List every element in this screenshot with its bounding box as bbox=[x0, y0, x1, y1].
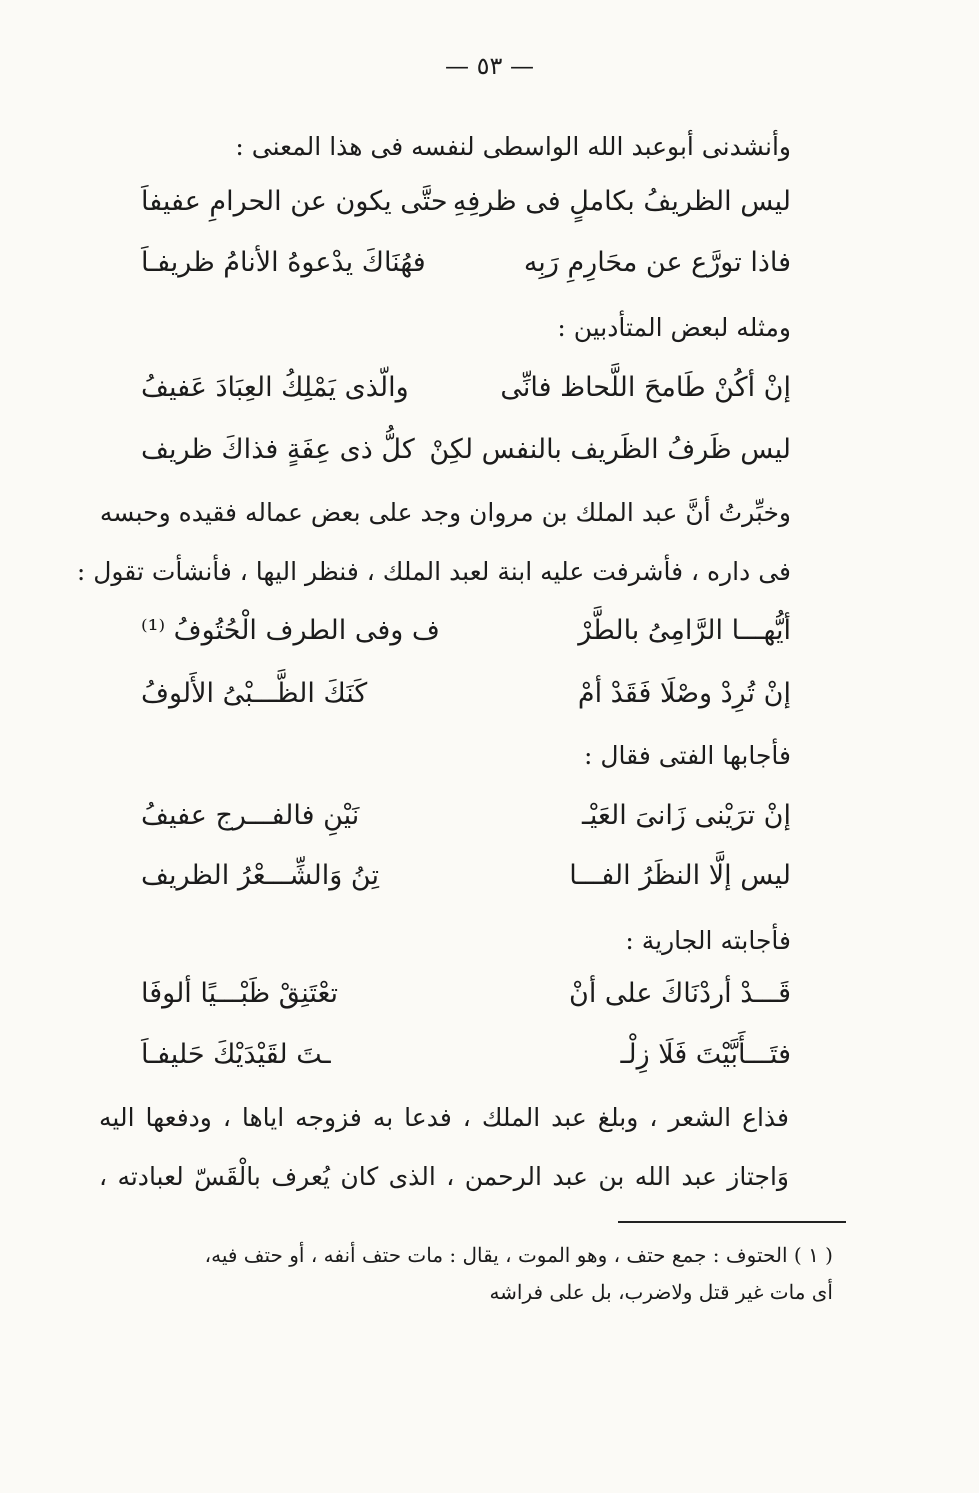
verse-second-hemistich: كلُّ ذى عِفَةٍ فذاكَ ظريف bbox=[141, 434, 415, 465]
verse-first-hemistich: أيُّهـــا الرَّامِىُ بالطَّرْ bbox=[578, 615, 791, 646]
verse-first-hemistich: ليس ظَرفُ الظَريف بالنفس لكِنْ bbox=[429, 434, 791, 465]
footnote-line: ( ١ ) الحتوف : جمع حتف ، وهو الموت ، يقال : مات حتف أنفه ، أو حتف فيه، bbox=[204, 1243, 833, 1267]
verse-first-hemistich: قَـــدْ أردْنَاكَ على أنْ bbox=[569, 978, 791, 1009]
page-number: — ٥٣ — bbox=[444, 52, 535, 80]
verse-row bbox=[141, 678, 791, 726]
verse-first-hemistich: ليس الظريفُ بكاملٍ فى ظرفِهِ bbox=[452, 186, 791, 217]
prose-line: فأجابته الجارية : bbox=[625, 926, 791, 955]
verse-first-hemistich: إنْ تُرِدْ وصْلَا فَقَدْ أمْ bbox=[577, 678, 791, 709]
verse-second-hemistich: حتَّى يكون عن الحرامِ عفيفاَ bbox=[141, 186, 448, 217]
prose-line: فأجابها الفتى فقال : bbox=[584, 741, 791, 770]
verse-second-hemistich: ـتَ لقَيْدَيْكَ حَليفـاَ bbox=[141, 1039, 331, 1070]
verse-second-hemistich: تِنُ وَالشِّـــعْرُ الظريف bbox=[141, 860, 379, 891]
prose-line: وأنشدنى أبوعبد الله الواسطى لنفسه فى هذا المعنى : bbox=[235, 132, 791, 161]
prose-line: فذاع الشعر ، وبلغ عبد الملك ، فدعا به فزوجه اياها ، ودفعها اليه bbox=[99, 1103, 789, 1132]
verse-row bbox=[141, 372, 791, 420]
verse-first-hemistich: فتَـــأَبَّيْتَ فَلَا زِلْـ bbox=[620, 1039, 791, 1070]
verse-row bbox=[141, 186, 791, 234]
verse-second-hemistich: نَيْنِ فالفـــرج عفيفُ bbox=[141, 800, 360, 831]
prose-line: ومثله لبعض المتأدبين : bbox=[557, 313, 791, 342]
verse-row bbox=[141, 1039, 791, 1087]
footnote-line: أى مات غير قتل ولاضرب، بل على فراشه bbox=[489, 1280, 833, 1304]
verse-first-hemistich: ليس إلَّا النظَرُ الفـــا bbox=[569, 860, 791, 891]
verse-second-hemistich: والّذى يَمْلِكُ العِبَادَ عَفيفُ bbox=[141, 372, 409, 403]
verse-second-hemistich: ف وفى الطرف الْحُتُوفُ ⁽¹⁾ bbox=[141, 615, 440, 646]
verse-row bbox=[141, 978, 791, 1026]
verse-row bbox=[141, 434, 791, 482]
verse-first-hemistich: فاذا تورَّع عن محَارِمِ رَبِه bbox=[523, 247, 791, 278]
verse-second-hemistich: تعْتَنِقْ ظَبْـــيًا ألوفَا bbox=[141, 978, 339, 1009]
verse-second-hemistich: فهُنَاكَ يدْعوهُ الأنامُ ظريفـاَ bbox=[141, 247, 426, 278]
prose-line: وخبِّرتُ أنَّ عبد الملك بن مروان وجد على بعض عماله فقيده وحبسه bbox=[99, 498, 791, 527]
footnote-separator bbox=[618, 1221, 846, 1223]
verse-first-hemistich: إنْ أكُنْ طَامحَ اللَّحاظ فانِّى bbox=[500, 372, 791, 403]
verse-first-hemistich: إنْ ترَيْنى زَانىَ العَيْـ bbox=[581, 800, 791, 831]
verse-row bbox=[141, 800, 791, 848]
verse-second-hemistich: كَنَكَ الظَّـــبْىُ الأَلوفُ bbox=[141, 678, 368, 709]
prose-line: فى داره ، فأشرفت عليه ابنة لعبد الملك ، فنظر اليها ، فأنشأت تقول : bbox=[76, 557, 791, 586]
verse-row bbox=[141, 247, 791, 295]
prose-line: وَاجتاز عبد الله بن عبد الرحمن ، الذى كان يُعرف بالْقَسّ لعبادته ، bbox=[99, 1162, 789, 1191]
verse-row bbox=[141, 615, 791, 663]
verse-row bbox=[141, 860, 791, 908]
